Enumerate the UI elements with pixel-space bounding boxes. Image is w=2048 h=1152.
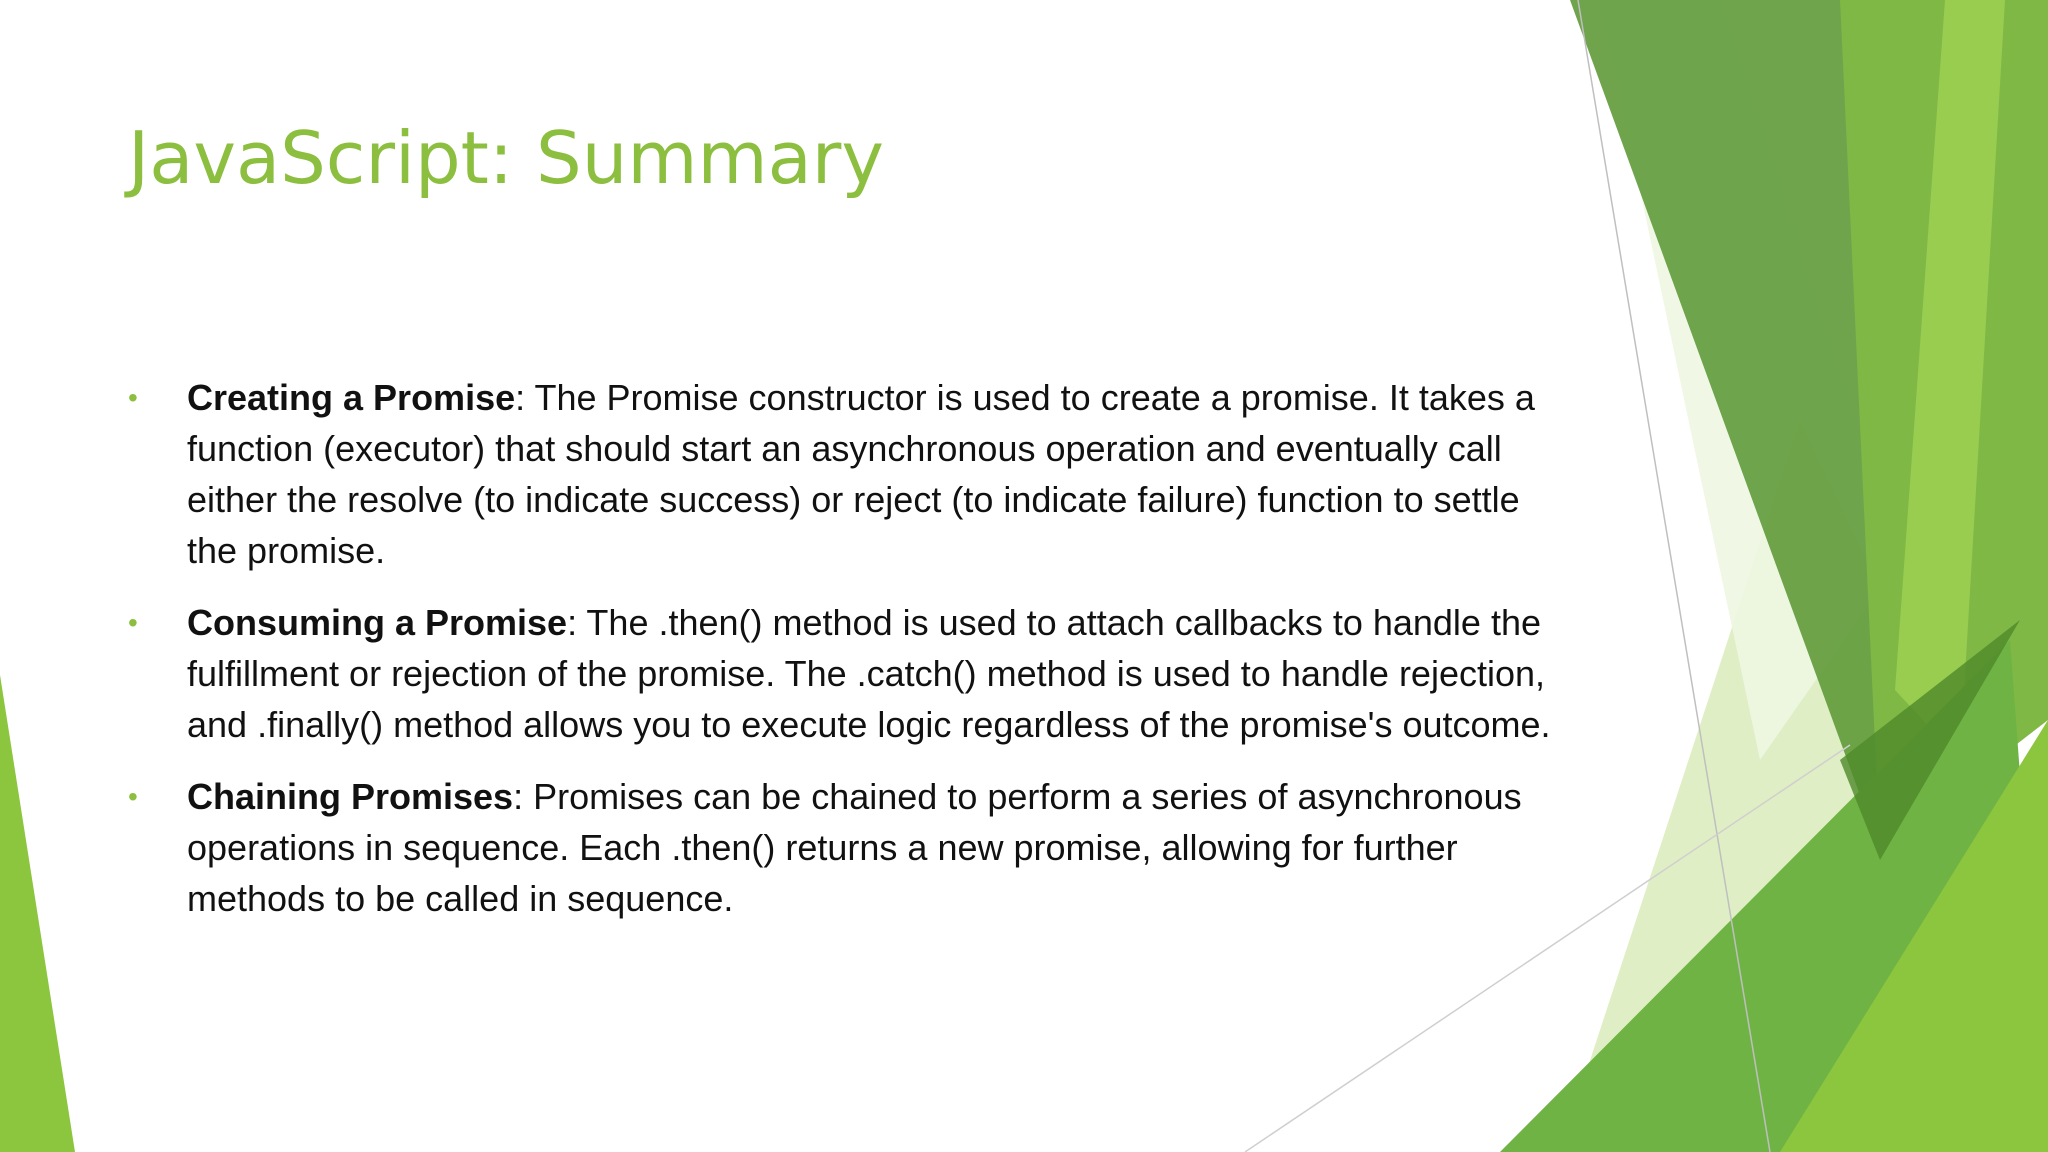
bullet-marker: • [128,607,138,638]
bullet-creating-a-promise [128,372,1568,576]
bullet-chaining-promises [128,771,1568,924]
slide-title: JavaScript: Summary [128,116,884,200]
bullet-marker: • [128,781,138,812]
bullet-marker: • [128,382,138,413]
bullet-text: : Promises can be chained to perform a series of asynchronous operations in sequence. Each .then() returns a new promise, allowing for further methods to be called in sequence. [187,776,1522,919]
bullet-term: Consuming a Promise [187,602,568,643]
bullet-term: Chaining Promises [187,776,514,817]
left-green-wedge [0,675,75,1152]
bullet-list [128,372,1568,945]
bullet-text: : The .then() method is used to attach callbacks to handle the fulfillment or rejection of the promise. The .catch() method is used to handle rejection, and .finally() method allows you to execute logic regardless of the promise's outcome. [187,602,1551,745]
bullet-consuming-a-promise [128,597,1568,750]
bullet-text: : The Promise constructor is used to create a promise. It takes a function (executor) that should start an asynchronous operation and eventually call either the resolve (to indicate success) or reject (to indicate failure) function to settle the promise. [187,377,1535,571]
bullet-term: Creating a Promise [187,377,516,418]
